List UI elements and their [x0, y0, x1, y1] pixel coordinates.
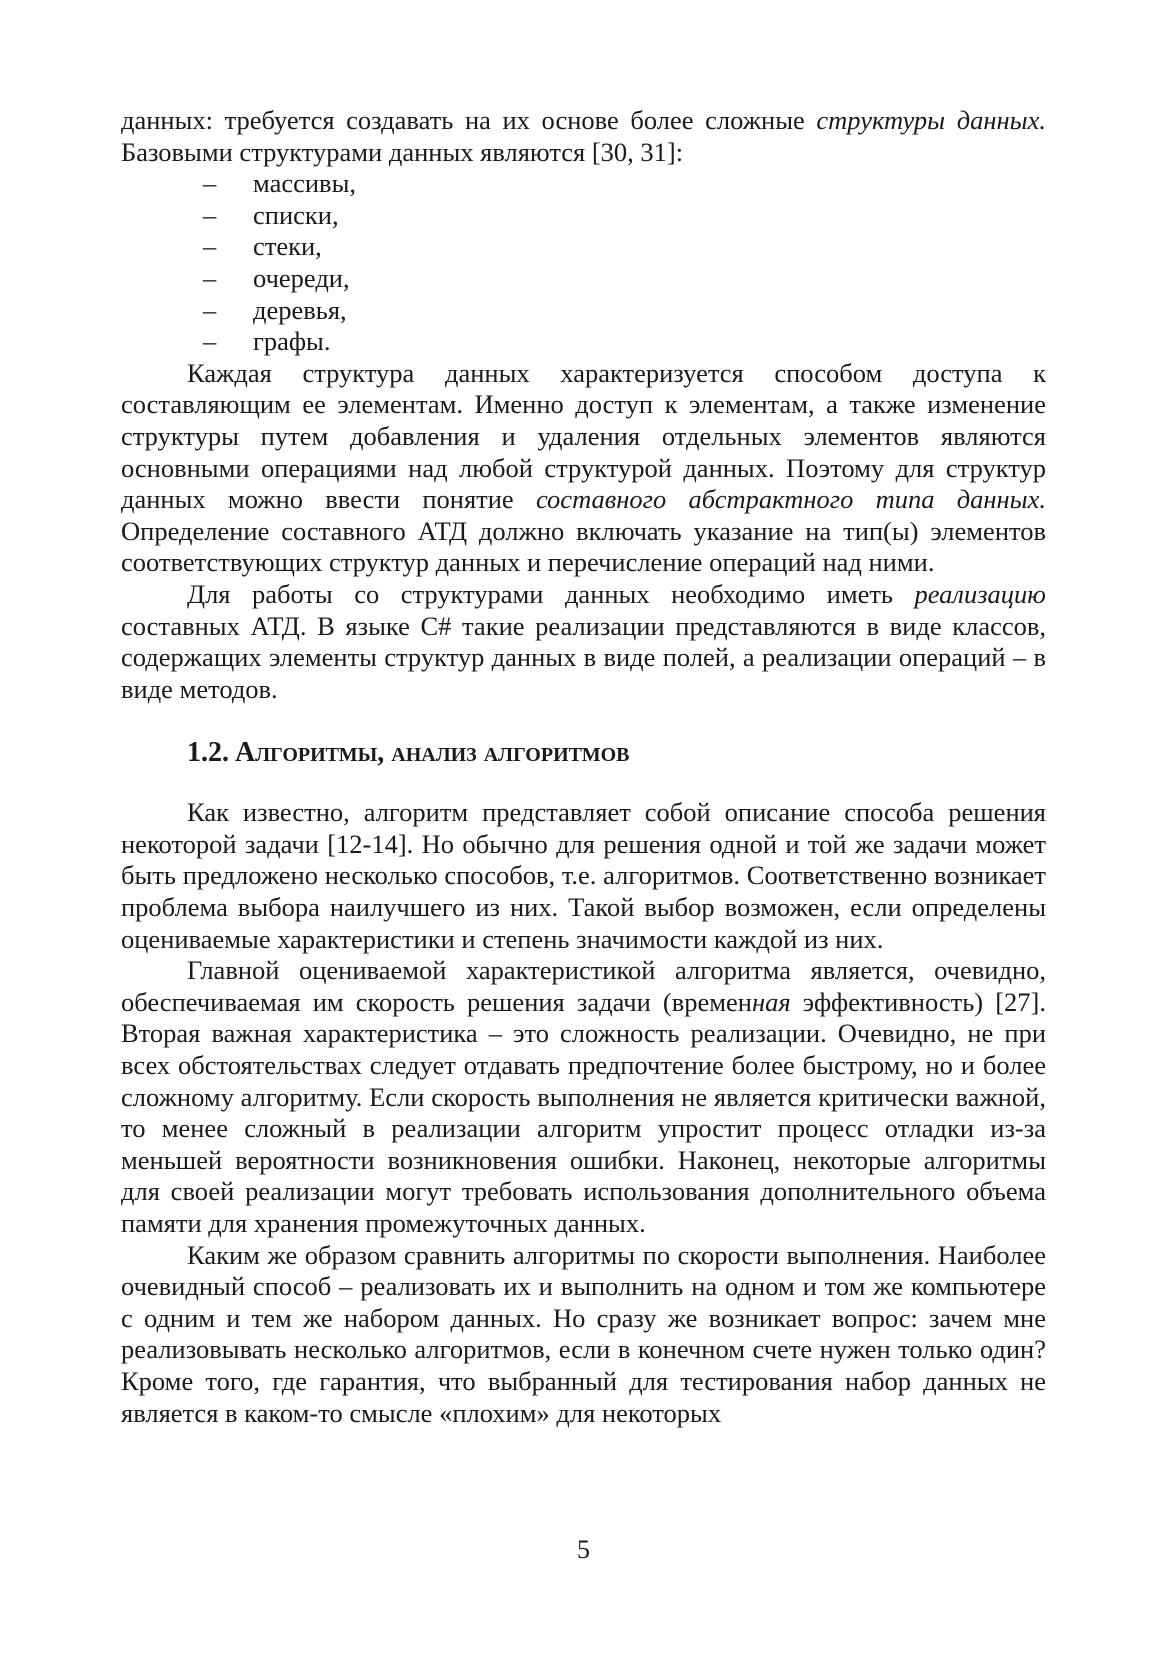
intro-text: данных: требуется создавать на их основе более сложные — [121, 105, 817, 135]
paragraph-text: Главной оцениваемой характеристикой алгоритма является, очевидно, обеспечиваемая им скорость решения задачи (времен — [121, 955, 1046, 1017]
dash-bullet: – — [203, 326, 217, 357]
list-item-text: очереди, — [253, 262, 350, 293]
paragraph-text: Для работы со структурами данных необходимо иметь — [187, 578, 915, 609]
dash-bullet: – — [203, 168, 217, 199]
list-item-text: стеки, — [253, 231, 322, 262]
paragraph-structures-access — [121, 358, 1046, 579]
list-item — [121, 168, 1046, 200]
paragraph-main-characteristic — [121, 955, 1046, 1239]
paragraph-emphasis: реализацию — [914, 578, 1046, 609]
page-body — [121, 105, 1046, 1429]
intro-paragraph — [121, 105, 1046, 168]
paragraph-text-cont: составных АТД. В языке C# такие реализации представляются в виде классов, содержащих элементы структур данных в виде полей, а реализации операций – в виде методов. — [121, 610, 1046, 704]
list-item-text: деревья, — [253, 294, 347, 325]
data-structures-list — [121, 168, 1046, 358]
section-number: 1.2. — [187, 737, 229, 769]
dash-bullet: – — [203, 231, 217, 262]
list-item-text: графы. — [253, 326, 331, 357]
paragraph-text-cont: эффективность) [27]. Вторая важная характеристика – это сложность реализации. Очевидно, не при всех обстоятельствах следует отдавать предпочтение более быстрому, но и более сложному алгоритму. Если скорость выполнения не является критически важной, то менее сложный в реализации алгоритм упростит процесс отладки из-за меньшей вероятности возникновения ошибки. Наконец, некоторые алгоритмы для своей реализации могут требовать использования дополнительного объема памяти для хранения промежуточных данных. — [121, 986, 1047, 1238]
list-item — [121, 295, 1046, 327]
list-item-text: списки, — [253, 199, 339, 230]
dash-bullet: – — [203, 262, 217, 293]
paragraph-emphasis: составного абстрактного типа данных. — [535, 484, 1047, 515]
list-item-text: массивы, — [253, 168, 356, 199]
paragraph-text-cont: Определение составного АТД должно включать указание на тип(ы) элементов соответствующих структур данных и перечисление операций над ними. — [121, 515, 1046, 578]
list-item — [121, 326, 1046, 358]
paragraph-implementation — [121, 579, 1046, 705]
paragraph-emphasis: ная — [751, 986, 791, 1017]
paragraph-text: Каждая структура данных характеризуется способом доступа к составляющим ее элементам. Именно доступ к элементам, а также изменение структуры путем добавления и удаления отдельных элементов являются основными операциями над любой структурой данных. Поэтому для структур данных можно ввести понятие — [121, 357, 1046, 515]
paragraph-algorithm-intro: Как известно, алгоритм представляет собой описание способа решения некоторой задачи [12-14]. Но обычно для решения одной и той же задачи может быть предложено несколько способов, т.е. алгоритмов. Соответственно возникает проблема выбора наилучшего из них. Такой выбор возможен, если определены оцениваемые характеристики и степень значимости каждой из них. — [121, 797, 1046, 954]
page-number: 5 — [577, 1535, 590, 1564]
dash-bullet: – — [203, 294, 217, 325]
list-item — [121, 231, 1046, 263]
list-item — [121, 263, 1046, 295]
list-item — [121, 200, 1046, 232]
dash-bullet: – — [203, 199, 217, 230]
intro-emphasis: структуры данных. — [816, 105, 1047, 135]
section-title: Алгоритмы, анализ алгоритмов — [235, 737, 630, 769]
section-heading — [121, 735, 1046, 771]
paragraph-comparison: Каким же образом сравнить алгоритмы по скорости выполнения. Наиболее очевидный способ – реализовать их и выполнить на одном и том же компьютере с одним и тем же набором данных. Но сразу же возникает вопрос: зачем мне реализовывать несколько алгоритмов, если в конечном счете нужен только один? Кроме того, где гарантия, что выбранный для тестирования набор данных не является в каком-то смысле «плохим» для некоторых — [121, 1239, 1046, 1428]
intro-text-cont: Базовыми структурами данных являются [30, 31]: — [121, 136, 684, 167]
